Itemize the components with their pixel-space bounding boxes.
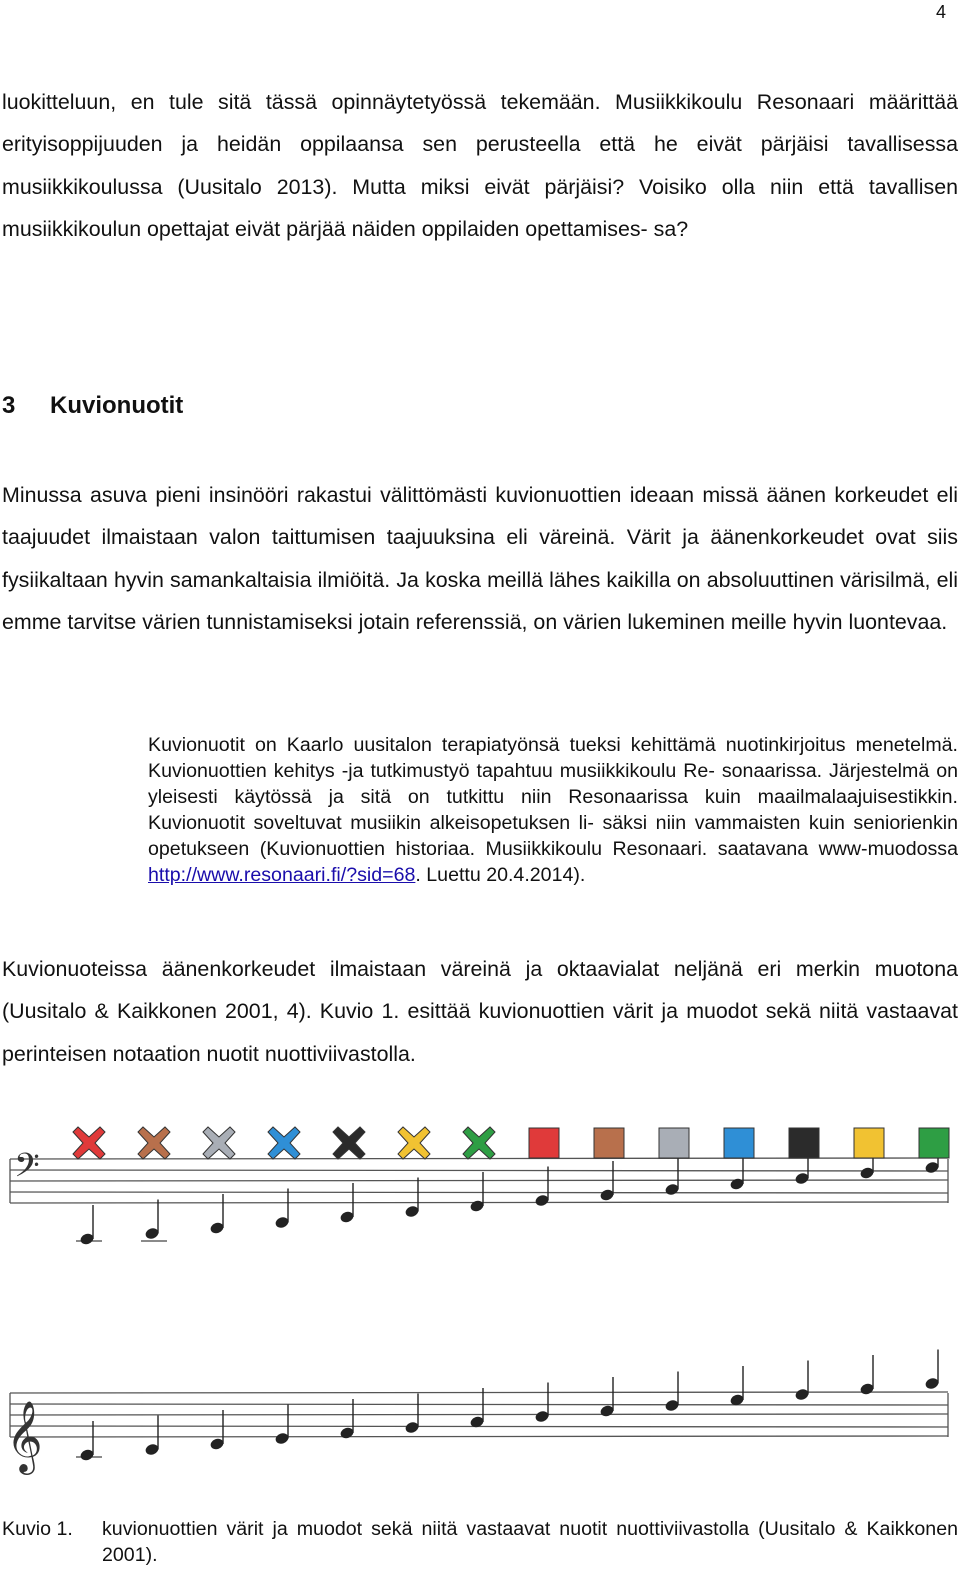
block-quote: Kuvionuotit on Kaarlo uusitalon terapiatyönsä tueksi kehittämä nuotinkirjoitus menetelmä. Kuvionuottien kehitys -ja tutkimustyö tapahtuu musiikkikoulu Re- sonaarissa. Järjestelmä on yleisesti käytössä ja sitä on tutkittu niin Resonaarissa kuin maailmalaajuisestikkin. Kuvionuotit soveltuvat musiikin alkeisopetuksen li- säksi niin vammaisten kuin seniorienkin opetukseen (Kuvionuottien historiaa. Musiikkikoulu Resonaari. saatavana www-muodossa http://www.resonaari.fi/?sid=68. Luettu 20.4.2014). bbox=[148, 734, 959, 886]
square-shape bbox=[594, 1128, 624, 1158]
square-shape bbox=[529, 1128, 559, 1158]
cross-shape bbox=[73, 1127, 105, 1159]
paragraph-intro: luokitteluun, en tule sitä tässä opinnäytetyössä tekemään. Musiikkikoulu Resonaari määrittää erityisoppijuuden ja heidän oppilaansa sen perusteella että he eivät pärjäisi tavallisessa musiikkikoulussa (Uusitalo 2013). Mutta miksi eivät pärjäisi? Voisiko olla niin että tavallisen musiikkikoulun opettajat eivät pärjää näiden oppilaiden opettamises- sa? bbox=[2, 90, 958, 242]
square-shape bbox=[854, 1128, 884, 1158]
caption-label: Kuvio 1. bbox=[2, 1518, 73, 1540]
staff-line bbox=[10, 1414, 948, 1415]
staff-line bbox=[10, 1404, 948, 1405]
paragraph-colors: Minussa asuva pieni insinööri rakastui välittömästi kuvionuottien ideaan missä äänen korkeudet eli taajuudet ilmaistaan valon taittumisen taajuuksina eli väreinä. Värit ja äänenkorkeudet ovat siis fysiikaltaan hyvin samankaltaisia ilmiöitä. Ja koska meillä lähes kaikilla on absoluuttinen värisilmä, eli emme tarvitse värien tunnistamiseksi jotain referenssiä, on värien lukeminen meille hyvin luontevaa. bbox=[2, 483, 959, 635]
treble-staff bbox=[10, 1350, 948, 1462]
cross-shape bbox=[138, 1127, 170, 1159]
cross-shape bbox=[203, 1127, 235, 1159]
square-shape bbox=[724, 1128, 754, 1158]
caption-text: kuvionuottien värit ja muodot sekä niitä vastaavat nuotit nuottiviivastolla (Uusitalo & Kaikkonen 2001). bbox=[102, 1518, 958, 1566]
shape-row-top bbox=[73, 1127, 949, 1159]
figure-color-notes bbox=[0, 1105, 960, 1505]
staff-line bbox=[10, 1192, 948, 1193]
square-shape bbox=[789, 1128, 819, 1158]
paragraph-figure-intro: Kuvionuoteissa äänenkorkeudet ilmaistaan väreinä ja oktaavialat neljänä eri merkin muotona (Uusitalo & Kaikkonen 2001, 4). Kuvio 1. esittää kuvionuottien värit ja muodot sekä niitä vastaavat perinteisen notaation nuotit nuottiviivastolla. bbox=[2, 957, 958, 1066]
page-number: 4 bbox=[935, 2, 946, 22]
section-heading bbox=[2, 392, 183, 420]
resonaari-link[interactable]: http://www.resonaari.fi/?sid=68 bbox=[148, 863, 416, 886]
section-title: Kuvionuotit bbox=[50, 392, 184, 419]
staff-line bbox=[10, 1436, 948, 1437]
cross-shape bbox=[333, 1127, 365, 1159]
cross-shape bbox=[268, 1127, 300, 1159]
square-shape bbox=[659, 1128, 689, 1158]
bass-clef-icon: 𝄢 bbox=[14, 1147, 40, 1193]
cross-shape bbox=[463, 1127, 495, 1159]
section-number: 3 bbox=[2, 392, 16, 419]
treble-clef-icon: 𝄞 bbox=[6, 1399, 43, 1472]
cross-shape bbox=[398, 1127, 430, 1159]
square-shape bbox=[919, 1128, 949, 1158]
